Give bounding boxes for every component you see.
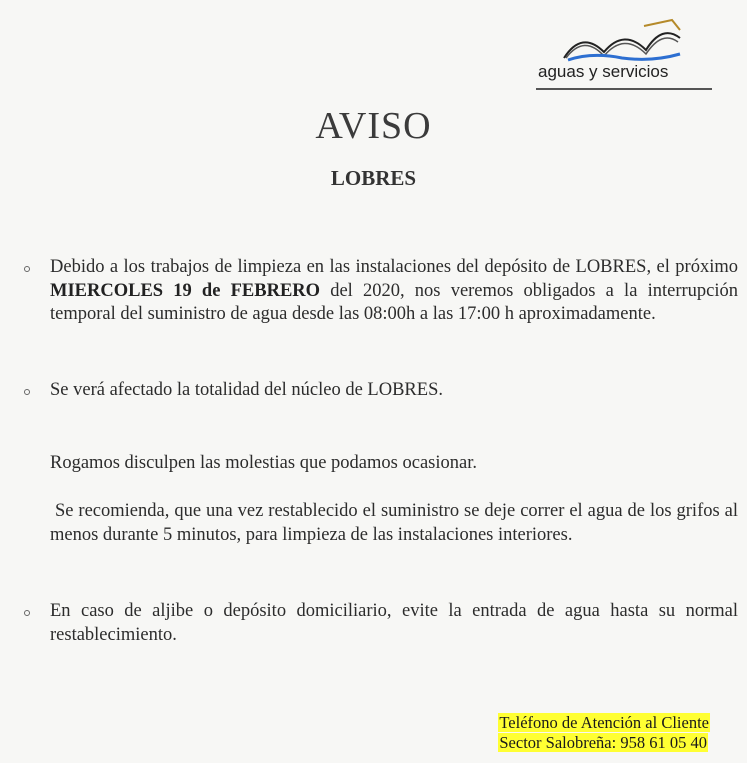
bullet-marker <box>24 389 30 395</box>
notice-date: MIERCOLES 19 de FEBRERO <box>50 280 321 301</box>
notice-paragraph-3: En caso de aljibe o depósito domiciliario, evite la entrada de agua hasta su normal restablecimiento. <box>50 601 738 645</box>
contact-info <box>498 713 710 753</box>
contact-line-2: Sector Salobreña: 958 61 05 40 <box>499 733 707 752</box>
logo-text: aguas y servicios <box>538 62 669 81</box>
bullet-marker <box>24 266 30 272</box>
page-subtitle: LOBRES <box>330 166 417 190</box>
company-logo <box>528 18 714 96</box>
notice-paragraph-1 <box>50 256 738 327</box>
logo-underline <box>536 88 712 90</box>
notice-text: del 2020, nos veremos obligados a la interrupción temporal del suministro de agua desde las 08:00h a las 17:00 h aproximadamente. <box>50 280 738 324</box>
notice-text: Debido a los trabajos de limpieza en las instalaciones del depósito de LOBRES, el próximo <box>50 257 738 277</box>
apology-text: Rogamos disculpen las molestias que podamos ocasionar. <box>50 453 477 473</box>
recommendation-text: Se recomienda, que una vez restablecido el suministro se deje correr el agua de los grifos al menos durante 5 minutos, para limpieza de las instalaciones interiores. <box>50 501 743 545</box>
bridge-logo-icon <box>562 18 682 62</box>
bullet-marker <box>24 610 30 616</box>
page-title: AVISO <box>315 105 432 147</box>
notice-paragraph-2: Se verá afectado la totalidad del núcleo de LOBRES. <box>50 380 443 400</box>
contact-line-1: Teléfono de Atención al Cliente <box>499 713 709 732</box>
